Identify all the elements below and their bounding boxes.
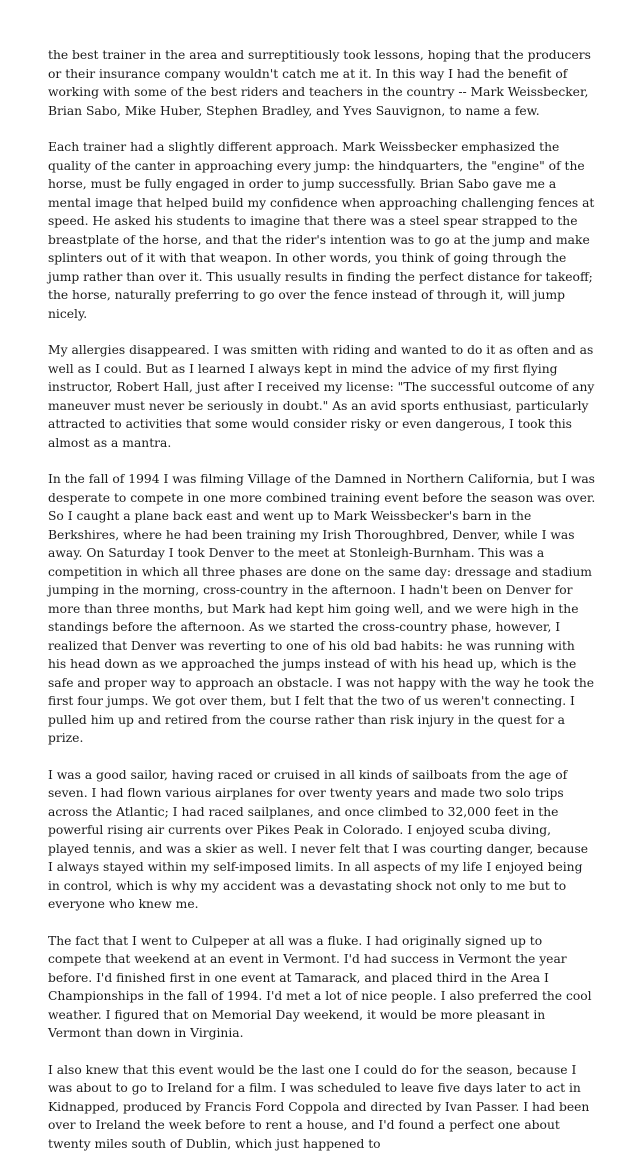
paragraph: The fact that I went to Culpeper at all was a fluke. I had originally signed up to compete that weekend at an event in Vermont. I'd had success in Vermont the year before. I'd finished first in one event at Tamarack, and placed third in the Area I Championships in the fall of 1994. I'd met a lot of nice people. I also preferred the cool weather. I figured that on Memorial Day weekend, it would be more pleasant in Vermont than down in Virginia. <box>48 932 596 1043</box>
paragraph: I was a good sailor, having raced or cruised in all kinds of sailboats from the age of seven. I had flown various airplanes for over twenty years and made two solo trips across the Atlantic; I had raced sailplanes, and once climbed to 32,000 feet in the powerful rising air currents over Pikes Peak in Colorado. I enjoyed scuba diving, played tennis, and was a skier as well. I never felt that I was courting danger, because I always stayed within my self-imposed limits. In all aspects of my life I enjoyed being in control, which is why my accident was a devastating shock not only to me but to everyone who knew me. <box>48 766 596 914</box>
paragraph: Each trainer had a slightly different approach. Mark Weissbecker emphasized the quality of the canter in approaching every jump: the hindquarters, the "engine" of the horse, must be fully engaged in order to jump successfully. Brian Sabo gave me a mental image that helped build my confidence when approaching challenging fences at speed. He asked his students to imagine that there was a steel spear strapped to the breastplate of the horse, and that the rider's intention was to go at the jump and make splinters out of it with that weapon. In other words, you think of going through the jump rather than over it. This usually results in finding the perfect distance for takeoff; the horse, naturally preferring to go over the fence instead of through it, will jump nicely. <box>48 138 596 323</box>
paragraph: I also knew that this event would be the last one I could do for the season, because I was about to go to Ireland for a film. I was scheduled to leave five days later to act in Kidnapped, produced by Francis Ford Coppola and directed by Ivan Passer. I had been over to Ireland the week before to rent a house, and I'd found a perfect one about twenty miles south of Dublin, which just happened to <box>48 1061 596 1153</box>
paragraph: the best trainer in the area and surreptitiously took lessons, hoping that the producers or their insurance company wouldn't catch me at it. In this way I had the benefit of working with some of the best riders and teachers in the country -- Mark Weissbecker, Brian Sabo, Mike Huber, Stephen Bradley, and Yves Sauvignon, to name a few. <box>48 46 596 120</box>
paragraph: In the fall of 1994 I was filming Village of the Damned in Northern California, but I was desperate to compete in one more combined training event before the season was over. So I caught a plane back east and went up to Mark Weissbecker's barn in the Berkshires, where he had been training my Irish Thoroughbred, Denver, while I was away. On Saturday I took Denver to the meet at Stonleigh-Burnham. This was a competition in which all three phases are done on the same day: dressage and stadium jumping in the morning, cross-country in the afternoon. I hadn't been on Denver for more than three months, but Mark had kept him going well, and we were high in the standings before the afternoon. As we started the cross-country phase, however, I realized that Denver was reverting to one of his old bad habits: he was running with his head down as we approached the jumps instead of with his head up, which is the safe and proper way to approach an obstacle. I was not happy with the way he took the first four jumps. We got over them, but I felt that the two of us weren't connecting. I pulled him up and retired from the course rather than risk injury in the quest for a prize. <box>48 470 596 748</box>
paragraph: My allergies disappeared. I was smitten with riding and wanted to do it as often and as well as I could. But as I learned I always kept in mind the advice of my first flying instructor, Robert Hall, just after I received my license: "The successful outcome of any maneuver must never be seriously in doubt." As an avid sports enthusiast, particularly attracted to activities that some would consider risky or even dangerous, I took this almost as a mantra. <box>48 341 596 452</box>
